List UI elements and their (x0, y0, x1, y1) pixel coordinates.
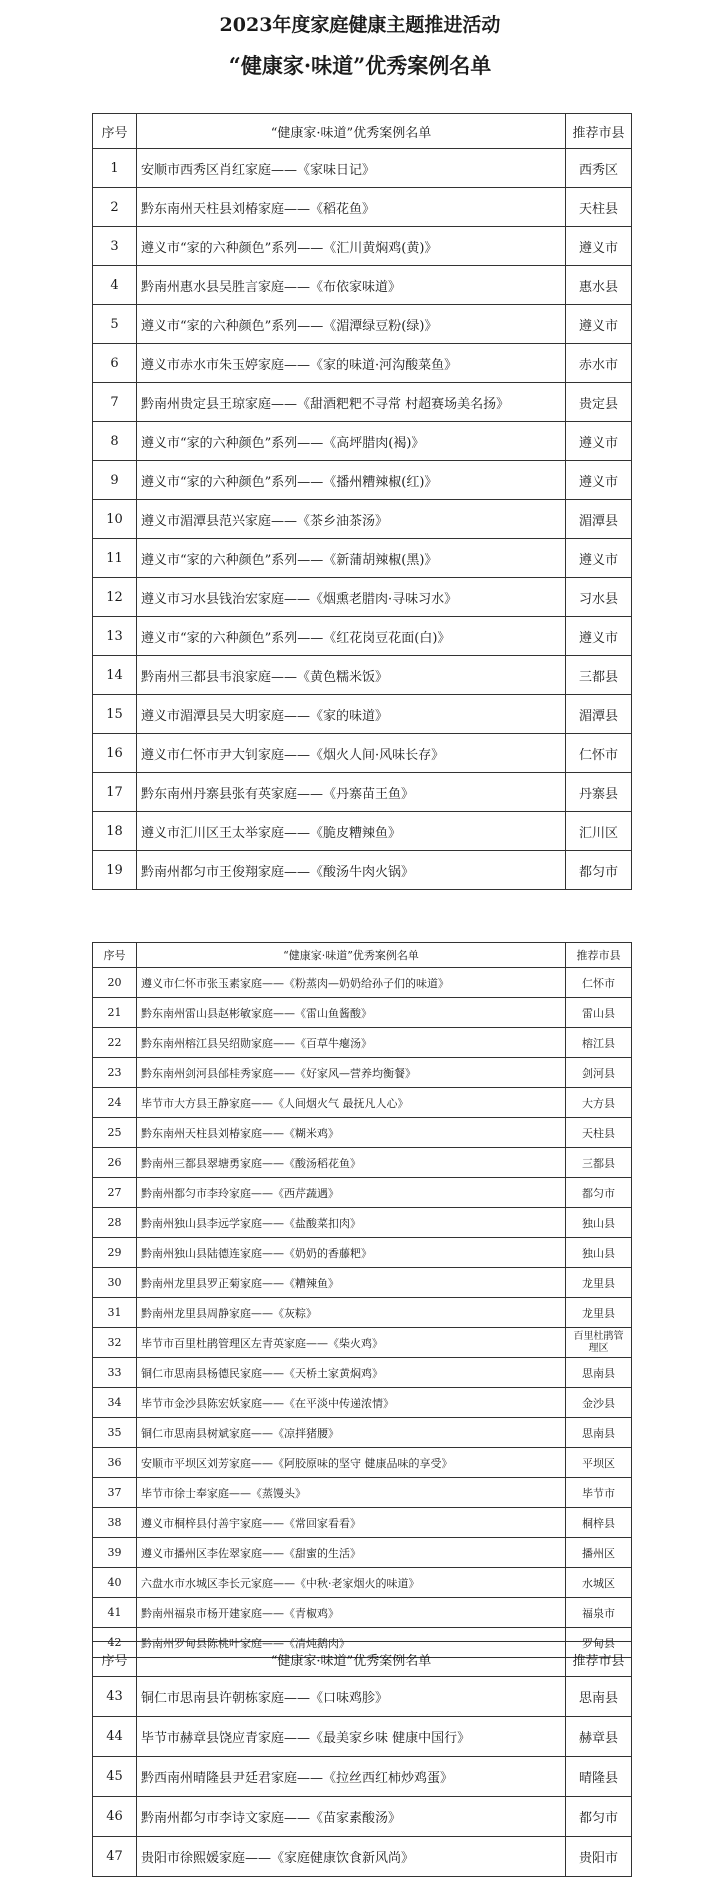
table-row (93, 1797, 632, 1837)
table-row (93, 998, 632, 1028)
recommending-region: 三都县 (566, 656, 632, 695)
recommending-region: 习水县 (566, 578, 632, 617)
case-name: 黔东南州剑河县邰桂秀家庭——《好家风—营养均衡餐》 (137, 1058, 566, 1088)
case-name: 黔东南州天柱县刘椿家庭——《糊米鸡》 (137, 1118, 566, 1148)
header-case-name: “健康家·味道”优秀案例名单 (137, 943, 566, 968)
row-number: 29 (93, 1238, 137, 1268)
row-number: 37 (93, 1478, 137, 1508)
recommending-region: 西秀区 (566, 149, 632, 188)
row-number: 11 (93, 539, 137, 578)
recommending-region: 丹寨县 (566, 773, 632, 812)
case-table-1 (92, 113, 632, 890)
row-number: 40 (93, 1568, 137, 1598)
recommending-region: 都匀市 (566, 1797, 632, 1837)
row-number: 28 (93, 1208, 137, 1238)
table-row (93, 617, 632, 656)
table-row (93, 1118, 632, 1148)
row-number: 18 (93, 812, 137, 851)
table-header-row (93, 1642, 632, 1677)
header-case-name: “健康家·味道”优秀案例名单 (137, 114, 566, 149)
recommending-region: 湄潭县 (566, 695, 632, 734)
row-number: 27 (93, 1178, 137, 1208)
recommending-region: 罗甸县 (566, 1628, 632, 1658)
case-name: 遵义市习水县钱治宏家庭——《烟熏老腊肉·寻味习水》 (137, 578, 566, 617)
row-number: 32 (93, 1328, 137, 1358)
table-row (93, 188, 632, 227)
case-table-3 (92, 1641, 632, 1877)
case-name: 黔南州贵定县王琼家庭——《甜酒粑粑不寻常 村超赛场美名扬》 (137, 383, 566, 422)
case-name: 黔南州龙里县罗正菊家庭——《糟辣鱼》 (137, 1268, 566, 1298)
header-region: 推荐市县 (566, 114, 632, 149)
recommending-region: 毕节市 (566, 1478, 632, 1508)
row-number: 24 (93, 1088, 137, 1118)
table-row (93, 1058, 632, 1088)
case-name: 安顺市平坝区刘芳家庭——《阿胶原味的坚守 健康品味的享受》 (137, 1448, 566, 1478)
case-name: 黔南州龙里县周静家庭——《灰粽》 (137, 1298, 566, 1328)
recommending-region: 遵义市 (566, 305, 632, 344)
row-number: 39 (93, 1538, 137, 1568)
recommending-region: 思南县 (566, 1677, 632, 1717)
table-header-row (93, 114, 632, 149)
recommending-region: 遵义市 (566, 539, 632, 578)
case-name: 遵义市汇川区王太举家庭——《脆皮糟辣鱼》 (137, 812, 566, 851)
case-name: 黔南州独山县陆德连家庭——《奶奶的香藤粑》 (137, 1238, 566, 1268)
row-number: 36 (93, 1448, 137, 1478)
table-row (93, 461, 632, 500)
case-name: 毕节市赫章县饶应青家庭——《最美家乡味 健康中国行》 (137, 1717, 566, 1757)
table-header-row (93, 943, 632, 968)
case-name: 遵义市“家的六种颜色”系列——《高坪腊肉(褐)》 (137, 422, 566, 461)
case-name: 遵义市桐梓县付善宇家庭——《常回家看看》 (137, 1508, 566, 1538)
case-name: 遵义市播州区李佐翠家庭——《甜蜜的生活》 (137, 1538, 566, 1568)
table-row (93, 1328, 632, 1358)
recommending-region: 桐梓县 (566, 1508, 632, 1538)
table-row (93, 1088, 632, 1118)
case-name: 遵义市赤水市朱玉婷家庭——《家的味道·河沟酸菜鱼》 (137, 344, 566, 383)
case-name: 铜仁市思南县许朝栋家庭——《口味鸡胗》 (137, 1677, 566, 1717)
case-name: 铜仁市思南县树斌家庭——《凉拌猪腰》 (137, 1418, 566, 1448)
table-row (93, 1178, 632, 1208)
row-number: 12 (93, 578, 137, 617)
case-name: 遵义市湄潭县范兴家庭——《茶乡油茶汤》 (137, 500, 566, 539)
case-name: 黔南州福泉市杨开建家庭——《青椒鸡》 (137, 1598, 566, 1628)
table-row (93, 227, 632, 266)
case-name: 遵义市仁怀市张玉素家庭——《粉蒸肉—奶奶给孙子们的味道》 (137, 968, 566, 998)
table-row (93, 305, 632, 344)
table-row (93, 383, 632, 422)
case-name: 遵义市“家的六种颜色”系列——《播州糟辣椒(红)》 (137, 461, 566, 500)
recommending-region: 遵义市 (566, 422, 632, 461)
table-row (93, 1837, 632, 1877)
table-row (93, 149, 632, 188)
case-name: 遵义市“家的六种颜色”系列——《新蒲胡辣椒(黑)》 (137, 539, 566, 578)
case-name: 遵义市仁怀市尹大钊家庭——《烟火人间·风味长存》 (137, 734, 566, 773)
row-number: 42 (93, 1628, 137, 1658)
recommending-region: 遵义市 (566, 617, 632, 656)
row-number: 17 (93, 773, 137, 812)
recommending-region: 赫章县 (566, 1717, 632, 1757)
row-number: 43 (93, 1677, 137, 1717)
recommending-region: 思南县 (566, 1418, 632, 1448)
table-row (93, 812, 632, 851)
row-number: 45 (93, 1757, 137, 1797)
case-name: 黔南州罗甸县陈桃叶家庭——《清炖鹅肉》 (137, 1628, 566, 1658)
row-number: 25 (93, 1118, 137, 1148)
row-number: 38 (93, 1508, 137, 1538)
recommending-region: 平坝区 (566, 1448, 632, 1478)
table-row (93, 968, 632, 998)
table-row (93, 1508, 632, 1538)
table-row (93, 656, 632, 695)
table-row (93, 1538, 632, 1568)
row-number: 1 (93, 149, 137, 188)
case-name: 遵义市湄潭县吴大明家庭——《家的味道》 (137, 695, 566, 734)
case-name: 黔南州惠水县吴胜言家庭——《布依家味道》 (137, 266, 566, 305)
row-number: 13 (93, 617, 137, 656)
case-name: 毕节市大方县王静家庭——《人间烟火气 最抚凡人心》 (137, 1088, 566, 1118)
row-number: 14 (93, 656, 137, 695)
case-name: 黔东南州雷山县赵彬敏家庭——《雷山鱼酱酸》 (137, 998, 566, 1028)
recommending-region: 剑河县 (566, 1058, 632, 1088)
table-row (93, 1677, 632, 1717)
row-number: 26 (93, 1148, 137, 1178)
case-name: 铜仁市思南县杨德民家庭——《天桥土家黄焖鸡》 (137, 1358, 566, 1388)
row-number: 19 (93, 851, 137, 890)
table-row (93, 1238, 632, 1268)
header-number: 序号 (93, 114, 137, 149)
case-name: 黔东南州丹寨县张有英家庭——《丹寨苗王鱼》 (137, 773, 566, 812)
case-name: 黔西南州晴隆县尹廷君家庭——《拉丝西红柿炒鸡蛋》 (137, 1757, 566, 1797)
recommending-region: 晴隆县 (566, 1757, 632, 1797)
row-number: 20 (93, 968, 137, 998)
recommending-region: 百里杜鹃管理区 (566, 1328, 632, 1358)
recommending-region: 遵义市 (566, 461, 632, 500)
case-name: 安顺市西秀区肖红家庭——《家味日记》 (137, 149, 566, 188)
row-number: 16 (93, 734, 137, 773)
row-number: 33 (93, 1358, 137, 1388)
row-number: 34 (93, 1388, 137, 1418)
row-number: 41 (93, 1598, 137, 1628)
recommending-region: 榕江县 (566, 1028, 632, 1058)
case-name: 黔南州独山县李远学家庭——《盐酸菜扣肉》 (137, 1208, 566, 1238)
header-region: 推荐市县 (566, 943, 632, 968)
table-row (93, 1298, 632, 1328)
recommending-region: 大方县 (566, 1088, 632, 1118)
case-name: 黔南州三都县韦浪家庭——《黄色糯米饭》 (137, 656, 566, 695)
case-name: 黔东南州榕江县吴绍勋家庭——《百草牛瘪汤》 (137, 1028, 566, 1058)
header-region: 推荐市县 (566, 1642, 632, 1677)
recommending-region: 独山县 (566, 1238, 632, 1268)
header-number: 序号 (93, 943, 137, 968)
case-name: 黔东南州天柱县刘椿家庭——《稻花鱼》 (137, 188, 566, 227)
table-row (93, 578, 632, 617)
recommending-region: 金沙县 (566, 1388, 632, 1418)
row-number: 4 (93, 266, 137, 305)
document-title: 2023年度家庭健康主题推进活动 (219, 14, 501, 36)
row-number: 47 (93, 1837, 137, 1877)
table-row (93, 1358, 632, 1388)
row-number: 15 (93, 695, 137, 734)
row-number: 30 (93, 1268, 137, 1298)
recommending-region: 都匀市 (566, 1178, 632, 1208)
table-row (93, 1448, 632, 1478)
table-row (93, 1028, 632, 1058)
recommending-region: 仁怀市 (566, 734, 632, 773)
row-number: 5 (93, 305, 137, 344)
table-row (93, 695, 632, 734)
recommending-region: 天柱县 (566, 1118, 632, 1148)
row-number: 8 (93, 422, 137, 461)
recommending-region: 独山县 (566, 1208, 632, 1238)
row-number: 6 (93, 344, 137, 383)
case-name: 毕节市徐士奉家庭——《蒸馒头》 (137, 1478, 566, 1508)
case-table-2 (92, 942, 632, 1658)
table-row (93, 500, 632, 539)
recommending-region: 天柱县 (566, 188, 632, 227)
row-number: 46 (93, 1797, 137, 1837)
table-row (93, 344, 632, 383)
row-number: 2 (93, 188, 137, 227)
table-row (93, 1598, 632, 1628)
recommending-region: 三都县 (566, 1148, 632, 1178)
recommending-region: 遵义市 (566, 227, 632, 266)
header-number: 序号 (93, 1642, 137, 1677)
recommending-region: 雷山县 (566, 998, 632, 1028)
case-name: 黔南州都匀市李诗文家庭——《苗家素酸汤》 (137, 1797, 566, 1837)
case-name: 黔南州都匀市李玲家庭——《西芹蔬遇》 (137, 1178, 566, 1208)
table-row (93, 539, 632, 578)
table-row (93, 1388, 632, 1418)
case-name: 黔南州都匀市王俊翔家庭——《酸汤牛肉火锅》 (137, 851, 566, 890)
recommending-region: 思南县 (566, 1358, 632, 1388)
recommending-region: 龙里县 (566, 1268, 632, 1298)
row-number: 23 (93, 1058, 137, 1088)
table-row (93, 1148, 632, 1178)
document-subtitle: “健康家·味道”优秀案例名单 (228, 53, 492, 78)
row-number: 10 (93, 500, 137, 539)
case-name: 贵阳市徐熙媛家庭——《家庭健康饮食新风尚》 (137, 1837, 566, 1877)
recommending-region: 贵定县 (566, 383, 632, 422)
table-row (93, 1757, 632, 1797)
table-row (93, 773, 632, 812)
case-name: 黔南州三都县翠塘勇家庭——《酸汤稻花鱼》 (137, 1148, 566, 1178)
case-name: 遵义市“家的六种颜色”系列——《湄潭绿豆粉(绿)》 (137, 305, 566, 344)
case-name: 毕节市百里杜鹃管理区左青英家庭——《柴火鸡》 (137, 1328, 566, 1358)
recommending-region: 贵阳市 (566, 1837, 632, 1877)
header-case-name: “健康家·味道”优秀案例名单 (137, 1642, 566, 1677)
row-number: 7 (93, 383, 137, 422)
recommending-region: 福泉市 (566, 1598, 632, 1628)
table-row (93, 734, 632, 773)
row-number: 31 (93, 1298, 137, 1328)
recommending-region: 惠水县 (566, 266, 632, 305)
table-row (93, 1717, 632, 1757)
table-row (93, 851, 632, 890)
table-row (93, 1268, 632, 1298)
recommending-region: 汇川区 (566, 812, 632, 851)
recommending-region: 赤水市 (566, 344, 632, 383)
table-row (93, 1208, 632, 1238)
case-name: 遵义市“家的六种颜色”系列——《红花岗豆花面(白)》 (137, 617, 566, 656)
row-number: 9 (93, 461, 137, 500)
table-row (93, 1478, 632, 1508)
recommending-region: 都匀市 (566, 851, 632, 890)
row-number: 3 (93, 227, 137, 266)
recommending-region: 仁怀市 (566, 968, 632, 998)
table-row (93, 266, 632, 305)
case-name: 毕节市金沙县陈宏妖家庭——《在平淡中传递浓情》 (137, 1388, 566, 1418)
recommending-region: 湄潭县 (566, 500, 632, 539)
row-number: 22 (93, 1028, 137, 1058)
row-number: 35 (93, 1418, 137, 1448)
row-number: 21 (93, 998, 137, 1028)
recommending-region: 龙里县 (566, 1298, 632, 1328)
recommending-region: 播州区 (566, 1538, 632, 1568)
table-row (93, 1568, 632, 1598)
table-row (93, 422, 632, 461)
case-name: 六盘水市水城区李长元家庭——《中秋·老家烟火的味道》 (137, 1568, 566, 1598)
case-name: 遵义市“家的六种颜色”系列——《汇川黄焖鸡(黄)》 (137, 227, 566, 266)
row-number: 44 (93, 1717, 137, 1757)
table-row (93, 1418, 632, 1448)
recommending-region: 水城区 (566, 1568, 632, 1598)
